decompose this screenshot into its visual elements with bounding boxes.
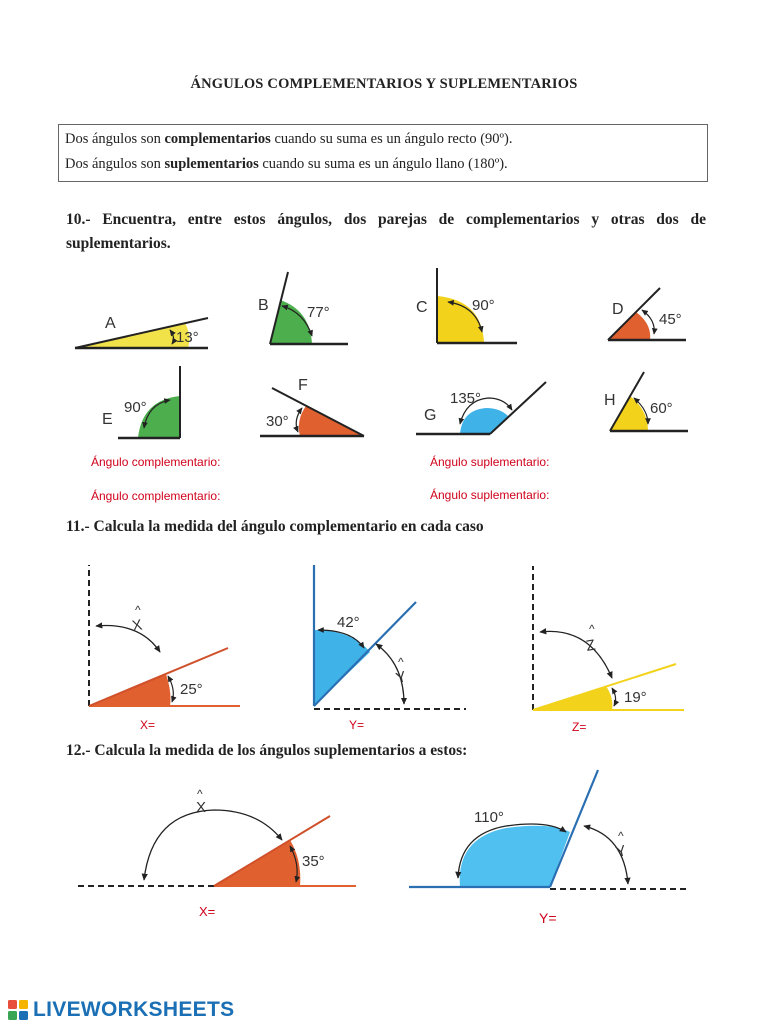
- angle-g: [416, 382, 546, 434]
- svg-text:^: ^: [135, 603, 141, 617]
- angle-f-letter: F: [298, 377, 308, 394]
- liveworksheets-logo-icon: [8, 1000, 28, 1020]
- angle-d-letter: D: [612, 301, 624, 318]
- angle-g-letter: G: [424, 407, 437, 424]
- angle-h-value: 60°: [650, 400, 673, 417]
- svg-text:^: ^: [197, 787, 203, 801]
- answer-ex11-y[interactable]: Y=: [349, 718, 365, 732]
- ex11-figure-x: [89, 565, 240, 706]
- ex11-y-fill: [314, 630, 370, 706]
- ex12-x-letter: X: [196, 799, 207, 816]
- page-title: ÁNGULOS COMPLEMENTARIOS Y SUPLEMENTARIOS: [190, 76, 578, 92]
- ex12-x-value: 35°: [302, 853, 325, 870]
- answer-complementary-2[interactable]: Ángulo complementario:: [91, 489, 221, 503]
- angle-e-letter: E: [102, 411, 113, 428]
- answer-supplementary-2[interactable]: Ángulo suplementario:: [430, 488, 550, 502]
- answer-ex11-x[interactable]: X=: [140, 718, 156, 732]
- angle-e-value: 90°: [124, 399, 147, 416]
- ex11-x-value: 25°: [180, 681, 203, 698]
- liveworksheets-brand[interactable]: [8, 998, 234, 1022]
- answer-ex12-x[interactable]: X=: [199, 904, 216, 919]
- answer-ex11-z[interactable]: Z=: [572, 720, 587, 734]
- definition-supplementary: Dos ángulos son suplementarios cuando su suma es un ángulo llano (180º).: [65, 156, 508, 172]
- ex12-figure-x: [78, 787, 356, 886]
- ex12-figure-y: [409, 770, 690, 889]
- angle-h: [604, 372, 688, 431]
- ex11-y-letter: Y: [394, 668, 409, 688]
- angle-g-value: 135°: [450, 390, 482, 407]
- angle-c-value: 90°: [472, 297, 495, 314]
- angle-h-fill: [610, 396, 648, 431]
- angle-e: [102, 366, 180, 438]
- ex11-z-letter: Z: [584, 636, 597, 655]
- ex11-z-value: 19°: [624, 689, 647, 706]
- angle-f: [260, 377, 364, 436]
- exercise-10-prompt: 10.- Encuentra, entre estos ángulos, dos parejas de complementarios y otras dos de suplementarios.: [66, 211, 706, 252]
- angle-h-letter: H: [604, 392, 616, 409]
- definition-complementary: Dos ángulos son complementarios cuando su suma es un ángulo recto (90º).: [65, 131, 513, 147]
- angle-f-value: 30°: [266, 413, 289, 430]
- exercise-12-prompt: 12.- Calcula la medida de los ángulos suplementarios a estos:: [66, 742, 468, 759]
- angle-b-letter: B: [258, 297, 269, 314]
- angle-a-letter: A: [105, 315, 116, 332]
- ex11-figure-z: [533, 566, 684, 710]
- angle-b-value: 77°: [307, 304, 330, 321]
- angle-c-letter: C: [416, 299, 428, 316]
- ex11-figure-y: [314, 565, 466, 709]
- svg-text:^: ^: [398, 655, 404, 669]
- answer-complementary-1[interactable]: Ángulo complementario:: [91, 455, 221, 469]
- svg-text:^: ^: [589, 622, 595, 636]
- ex12-y-value: 110°: [474, 809, 504, 826]
- angle-g-fill: [460, 408, 508, 434]
- angle-c: [416, 268, 517, 343]
- ex11-y-value: 42°: [337, 614, 360, 631]
- exercise-11-prompt: 11.- Calcula la medida del ángulo complementario en cada caso: [66, 518, 484, 535]
- brand-name: LIVEWORKSHEETS: [33, 998, 235, 1021]
- svg-text:^: ^: [618, 829, 624, 843]
- angle-b: [258, 272, 348, 344]
- angle-a: [75, 315, 208, 348]
- angle-d-value: 45°: [659, 311, 682, 328]
- answer-ex12-y[interactable]: Y=: [539, 910, 557, 926]
- angle-a-value: 13°: [176, 329, 199, 346]
- ex12-y-letter: Y: [614, 842, 629, 862]
- answer-supplementary-1[interactable]: Ángulo suplementario:: [430, 455, 550, 469]
- ex11-x-letter: X: [130, 616, 144, 635]
- angle-d: [608, 288, 686, 340]
